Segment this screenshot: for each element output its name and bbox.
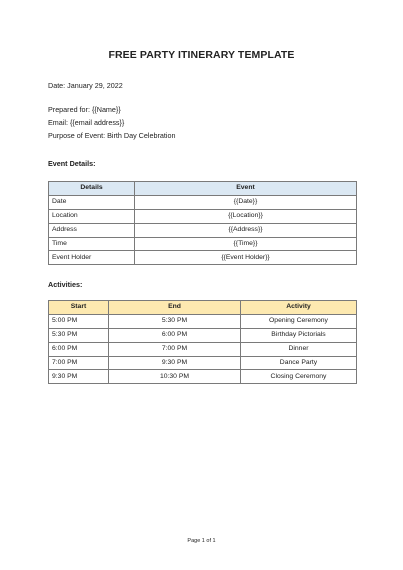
header-start: Start: [49, 301, 109, 315]
start-time: 5:00 PM: [49, 314, 109, 328]
end-time: 9:30 PM: [109, 356, 241, 370]
table-row: [49, 342, 357, 356]
detail-value: {{Date}}: [135, 195, 357, 209]
activity-name: Opening Ceremony: [241, 314, 357, 328]
detail-label: Location: [49, 209, 135, 223]
activity-name: Dinner: [241, 342, 357, 356]
end-time: 6:00 PM: [109, 328, 241, 342]
page-footer: Page 1 of 1: [187, 538, 216, 544]
table-row: [49, 370, 357, 384]
activity-name: Dance Party: [241, 356, 357, 370]
table-row: [49, 314, 357, 328]
detail-label: Time: [49, 237, 135, 251]
table-header-row: [49, 301, 357, 315]
event-details-table: [48, 181, 357, 265]
activity-name: Birthday Pictorials: [241, 328, 357, 342]
document-title: FREE PARTY ITINERARY TEMPLATE: [108, 49, 295, 61]
table-row: [49, 209, 357, 223]
activities-heading: Activities:: [48, 280, 83, 289]
table-row: [49, 195, 357, 209]
start-time: 6:00 PM: [49, 342, 109, 356]
end-time: 10:30 PM: [109, 370, 241, 384]
detail-value: {{Location}}: [135, 209, 357, 223]
date-line: Date: January 29, 2022: [48, 81, 123, 90]
table-header-row: [49, 182, 357, 196]
prepared-for-line: Prepared for: {{Name}}: [48, 105, 121, 114]
header-end: End: [109, 301, 241, 315]
start-time: 9:30 PM: [49, 370, 109, 384]
event-details-heading: Event Details:: [48, 159, 96, 168]
table-row: [49, 237, 357, 251]
start-time: 5:30 PM: [49, 328, 109, 342]
header-event: Event: [135, 182, 357, 196]
detail-value: {{Address}}: [135, 223, 357, 237]
detail-label: Date: [49, 195, 135, 209]
email-line: Email: {{email address}}: [48, 118, 125, 127]
end-time: 5:30 PM: [109, 314, 241, 328]
detail-value: {{Event Holder}}: [135, 251, 357, 265]
detail-label: Event Holder: [49, 251, 135, 265]
table-row: [49, 356, 357, 370]
header-activity: Activity: [241, 301, 357, 315]
header-details: Details: [49, 182, 135, 196]
detail-label: Address: [49, 223, 135, 237]
end-time: 7:00 PM: [109, 342, 241, 356]
table-row: [49, 223, 357, 237]
start-time: 7:00 PM: [49, 356, 109, 370]
activities-table: [48, 300, 357, 384]
detail-value: {{Time}}: [135, 237, 357, 251]
activity-name: Closing Ceremony: [241, 370, 357, 384]
table-row: [49, 328, 357, 342]
table-row: [49, 251, 357, 265]
purpose-line: Purpose of Event: Birth Day Celebration: [48, 131, 176, 140]
